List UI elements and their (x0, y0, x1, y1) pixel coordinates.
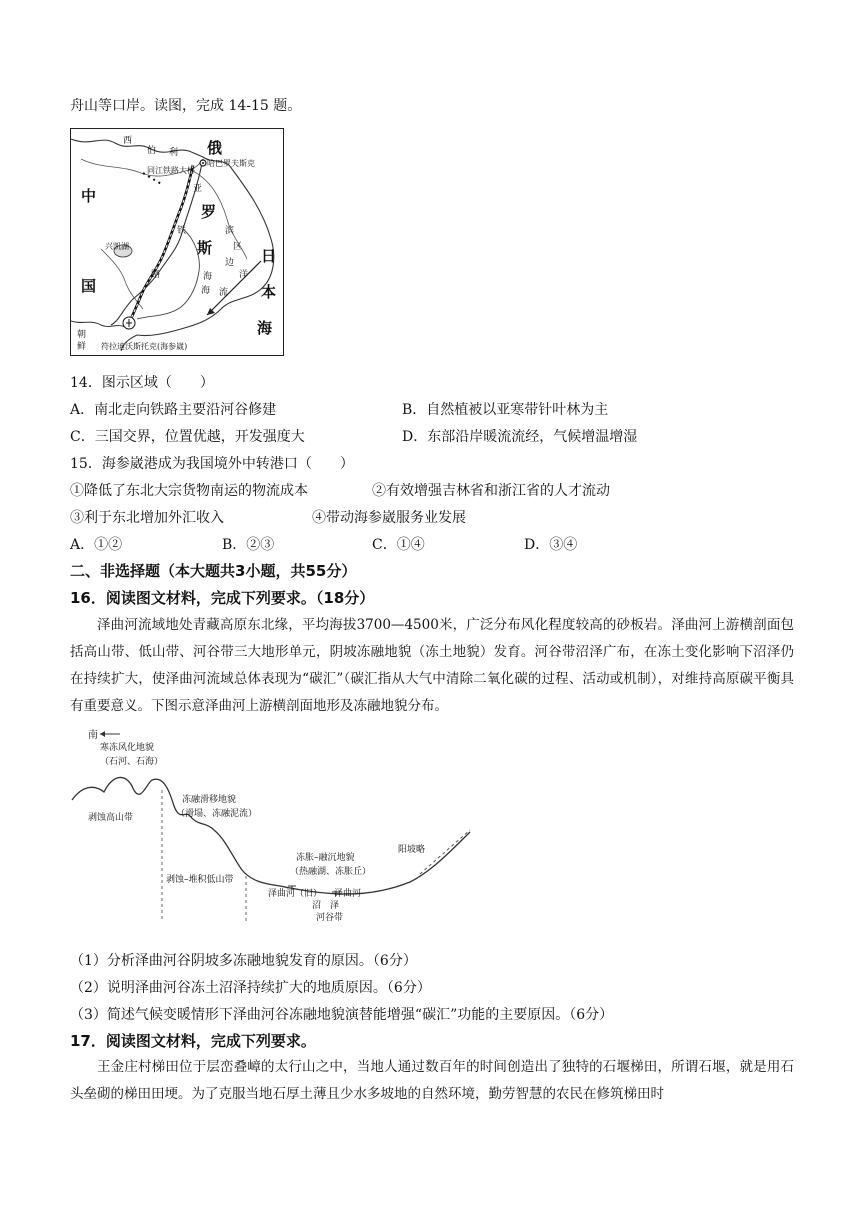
label-hai-region: 海 (203, 272, 213, 282)
label-frost-weathering-note: （石河、石海） (100, 757, 164, 767)
label-yang: 洋 (239, 270, 249, 280)
label-liu: 流 (219, 288, 229, 298)
label-heave-landform: 冻胀–融沉地貌 (296, 853, 355, 863)
q15-statement-4: ④带动海参崴服务业发展 (312, 510, 466, 526)
q15-option-a: A．①② (70, 537, 123, 553)
label-hai: 海 (257, 319, 273, 337)
q15-statement-2: ②有效增强吉林省和浙江省的人才流动 (372, 483, 610, 499)
label-valley-belt: 河谷带 (316, 913, 344, 923)
q15-statement-1: ①降低了东北大宗货物南运的物流成本 (70, 483, 308, 499)
label-chao: 朝 (77, 330, 87, 340)
label-river: 泽曲河 (334, 889, 362, 899)
label-bo: 伯 (147, 146, 157, 156)
cross-section-diagram (70, 726, 490, 926)
q15-statement-3: ③利于东北增加外汇收入 (70, 510, 224, 526)
q16-sub-1: （1）分析泽曲河谷阴坡多冻融地貌发育的原因。（6分） (70, 953, 417, 969)
q15-option-d: D．③④ (524, 537, 578, 553)
label-bian: 边 (225, 258, 235, 268)
q17-title: 17．阅读图文材料，完成下列要求。 (70, 1032, 316, 1050)
label-old-river: 泽曲河（旧） (268, 889, 323, 899)
label-xian: 鲜 (77, 342, 87, 352)
label-zhong: 中 (81, 187, 97, 205)
label-south: 南 (88, 730, 98, 741)
port-label: 符拉迪沃斯托克(海参崴) (101, 342, 188, 351)
intro-line: 舟山等口岸。读图，完成 14-15 题。 (70, 98, 302, 114)
label-slide-landform: 冻融滑移地貌 (182, 795, 237, 805)
label-heave-landform-note: （热融湖、冻胀丘） (290, 867, 372, 877)
label-ri: 日 (261, 247, 277, 265)
q14-option-a: A．南北走向铁路主要沿河谷修建 (70, 402, 277, 418)
label-ya: 亚 (193, 184, 203, 194)
bridge-label: 同江铁路大桥 (147, 166, 195, 175)
q14-option-b: B．自然植被以亚寒带针叶林为主 (402, 402, 609, 418)
label-xi: 西 (123, 136, 133, 146)
region-map (70, 128, 284, 356)
label-e: 俄 (207, 139, 223, 157)
label-sunny-slope: 阳坡略 (398, 845, 426, 855)
label-low-mountain-belt: 剥蚀–堆积低山带 (166, 875, 234, 885)
city-khabarovsk: 哈巴罗夫斯克 (207, 159, 255, 168)
q14-option-d: D．东部沿岸暖流流经，气候增温增湿 (402, 429, 638, 445)
label-hai2: 海 (201, 286, 211, 296)
q14-option-c: C．三国交界，位置优越，开发强度大 (70, 429, 305, 445)
q15-stem: 15．海参崴港成为我国境外中转港口（ ） (70, 456, 354, 472)
label-qu: 区 (233, 242, 243, 252)
label-bin: 滨 (225, 226, 235, 236)
q15-option-b: B．②③ (222, 537, 275, 553)
label-swamp: 沼 泽 (312, 901, 340, 911)
q14-stem: 14．图示区域（ ） (70, 375, 214, 391)
label-tie: 铁 (177, 226, 187, 236)
q16-sub-2: （2）说明泽曲河谷冻土沼泽持续扩大的地质原因。（6分） (70, 980, 431, 996)
q16-material: 泽曲河流域地处青藏高原东北缘，平均海拔3700—4500米，广泛分布风化程度较高的砂板岩。泽曲河上游横剖面包括高山带、低山带、河谷带三大地形单元，阴坡冻融地貌（冻土地貌）发育。河谷带沼泽广布，在冻土变化影响下沼泽仍在持续扩大，使泽曲河流域总体表现为“碳汇”（碳汇指从大气中清除二氧化碳的过程、活动或机制），对维持高原碳平衡具有重要意义。下图示意泽曲河上游横剖面地形及冻融地貌分布。 (70, 617, 794, 714)
label-high-mountain-belt: 剥蚀高山带 (88, 813, 134, 823)
q15-option-c: C．①④ (372, 537, 425, 553)
label-lu: 路 (151, 270, 161, 280)
label-si: 斯 (197, 239, 213, 257)
label-luo: 罗 (201, 203, 217, 221)
label-ben: 本 (261, 283, 277, 301)
q16-sub-3: （3）简述气候变暖情形下泽曲河谷冻融地貌演替能增强“碳汇”功能的主要原因。（6分） (70, 1007, 614, 1023)
q16-title: 16．阅读图文材料，完成下列要求。（18分） (70, 589, 375, 607)
lake-label: 兴凯湖 (105, 242, 129, 251)
label-frost-weathering: 寒冻风化地貌 (100, 743, 155, 753)
label-guo: 国 (81, 277, 97, 295)
q17-material: 王金庄村梯田位于层峦叠嶂的太行山之中，当地人通过数百年的时间创造出了独特的石堰梯田，所谓石堰，就是用石头垒砌的梯田田埂。为了克服当地石厚土薄且少水多坡地的自然环境，勤劳智慧的农民在修筑梯田时 (70, 1059, 794, 1102)
label-slide-landform-note: （滑塌、冻融泥流） (176, 809, 258, 819)
section-2-heading: 二、非选择题（本大题共3小题，共55分） (70, 562, 357, 580)
label-li: 利 (169, 148, 179, 158)
